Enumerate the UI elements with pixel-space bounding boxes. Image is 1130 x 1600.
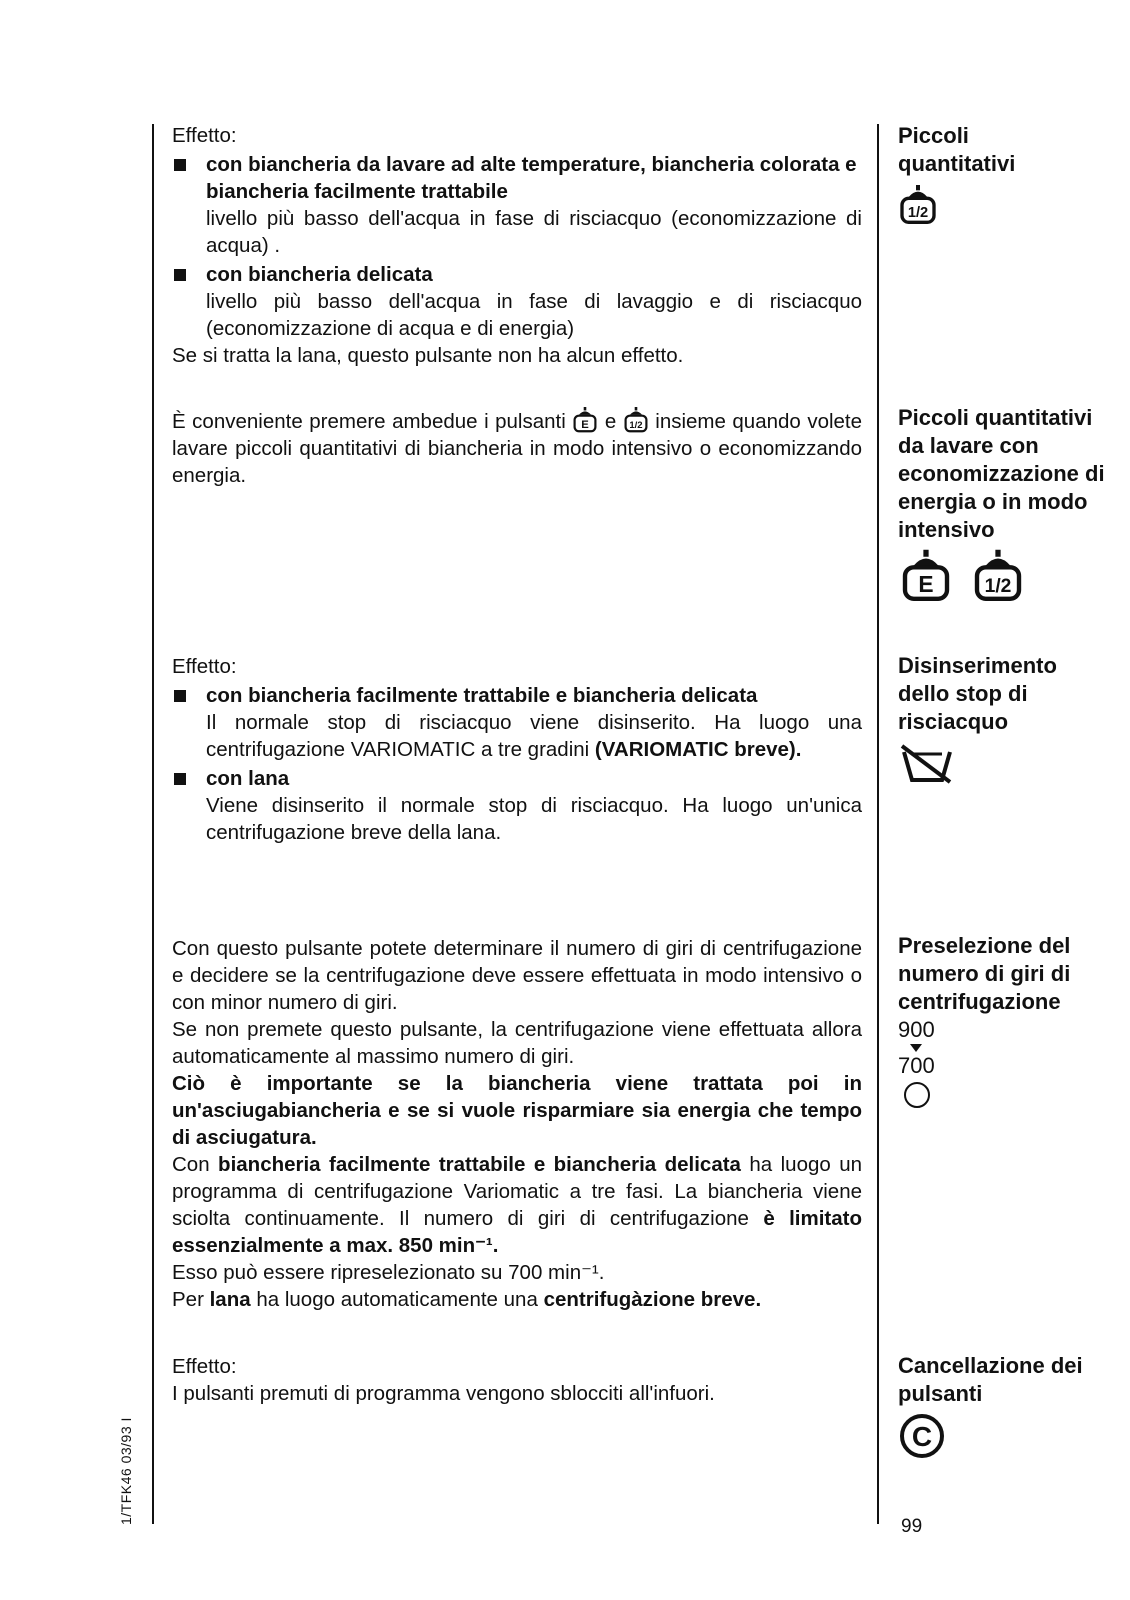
section-combined-buttons xyxy=(172,406,862,489)
list-item xyxy=(172,765,862,846)
effect-intro: Effetto: xyxy=(172,124,237,147)
bullet-heading: con lana xyxy=(206,767,290,790)
bullet-text: Viene disinserito il normale stop di risciacquo. Ha luogo un'unica centrifugazione breve della lana. xyxy=(206,794,862,844)
document-code: 1/TFK46 03/93 I xyxy=(118,1417,134,1525)
combined-text-end: insieme quando volete lavare piccoli quantitativi di biancheria in modo intensivo o economizzando energia. xyxy=(172,410,863,487)
sidebar-heading: Disinserimento dello stop di risciacquo xyxy=(898,653,1057,734)
page-number: 99 xyxy=(901,1516,923,1537)
svg-text:1/2: 1/2 xyxy=(907,205,929,221)
list-item xyxy=(172,151,862,259)
svg-text:E: E xyxy=(918,570,934,597)
paragraph: Se non premete questo pulsante, la centrifugazione viene effettuata allora automaticamente al massimo numero di giri. xyxy=(172,1018,862,1068)
section-cancel xyxy=(172,1353,862,1407)
paragraph: Per lana ha luogo automaticamente una centrifugàzione breve. xyxy=(172,1288,762,1311)
sidebar-divider-rule xyxy=(877,124,879,1524)
section-spin-speed xyxy=(172,935,862,1313)
bullet-text: livello più basso dell'acqua in fase di lavaggio e di risciacquo (economizzazione di acqua e di energia) xyxy=(206,290,862,340)
spin-speed-low: 700 xyxy=(898,1053,935,1078)
list-item xyxy=(172,261,862,342)
rinse-stop-disable-icon xyxy=(898,740,954,788)
half-load-icon xyxy=(970,548,1026,604)
bullet-square-icon xyxy=(174,773,186,785)
eco-button-icon xyxy=(572,406,598,434)
combined-text-and: e xyxy=(604,410,617,433)
bullet-heading: con biancheria delicata xyxy=(206,263,433,286)
paragraph: I pulsanti premuti di programma vengono sblocciti all'infuori. xyxy=(172,1382,715,1405)
spin-speed-values xyxy=(898,1018,1108,1110)
circle-button-icon xyxy=(902,1080,932,1110)
svg-text:1/2: 1/2 xyxy=(984,575,1012,597)
wool-note: Se si tratta la lana, questo pulsante non ha alcun effetto. xyxy=(172,344,684,367)
cancel-c-icon xyxy=(898,1412,946,1460)
section-small-loads xyxy=(172,122,862,369)
sidebar-heading: Cancellazione dei pulsanti xyxy=(898,1353,1083,1406)
important-paragraph: Ciò è importante se la biancheria viene trattata poi in un'asciugabiancheria e se si vuole risparmiare sia energia che tempo di asciugatura. xyxy=(172,1072,862,1149)
sidebar-heading: Piccoli quantitativi da lavare con economizzazione di energia o in modo intensivo xyxy=(898,405,1105,542)
paragraph: Con questo pulsante potete determinare il numero di giri di centrifugazione e decidere se la centrifugazione deve essere effettuata in modo intensivo o con minor numero di giri. xyxy=(172,937,862,1014)
bullet-square-icon xyxy=(174,269,186,281)
section-rinse-stop xyxy=(172,653,862,846)
sidebar-heading: Piccoli quantitativi xyxy=(898,123,1016,176)
combined-text-start: È conveniente premere ambedue i pulsanti xyxy=(172,410,566,433)
effect-intro: Effetto: xyxy=(172,655,237,678)
sidebar-heading: Preselezione del numero di giri di centrifugazione xyxy=(898,933,1071,1014)
sidebar-spin-speed xyxy=(898,932,1108,1110)
bullet-square-icon xyxy=(174,159,186,171)
list-item xyxy=(172,682,862,763)
sidebar-cancel xyxy=(898,1352,1108,1460)
spin-speed-high: 900 xyxy=(898,1017,935,1042)
half-load-button-icon xyxy=(623,406,649,434)
effect-intro: Effetto: xyxy=(172,1355,237,1378)
svg-text:C: C xyxy=(911,1421,933,1452)
bullet-text: livello più basso dell'acqua in fase di risciacquo (economizzazione di acqua) . xyxy=(206,207,862,257)
bullet-text: Il normale stop di risciacquo viene disinserito. Ha luogo una centrifugazione VARIOMATIC a tre gradini (VARIOMATIC breve). xyxy=(206,711,862,761)
svg-text:E: E xyxy=(581,418,590,431)
sidebar-rinse-stop xyxy=(898,652,1073,788)
paragraph: Esso può essere ripreselezionato su 700 min⁻¹. xyxy=(172,1261,605,1284)
sidebar-small-loads xyxy=(898,122,1078,228)
bullet-heading: con biancheria da lavare ad alte temperature, biancheria colorata e biancheria facilmente trattabile xyxy=(206,153,857,203)
svg-text:1/2: 1/2 xyxy=(629,419,643,431)
paragraph: Con biancheria facilmente trattabile e biancheria delicata ha luogo un programma di centrifugazione Variomatic a tre fasi. La biancheria viene sciolta continuamente. Il numero di giri di centrifugazione è limitato essenzialmente a max. 850 min⁻¹. xyxy=(172,1153,863,1257)
eco-icon xyxy=(898,548,954,604)
half-load-icon xyxy=(898,182,938,228)
bullet-square-icon xyxy=(174,690,186,702)
sidebar-small-loads-eco xyxy=(898,404,1108,604)
left-margin-rule xyxy=(152,124,154,1524)
bullet-heading: con biancheria facilmente trattabile e biancheria delicata xyxy=(206,684,758,707)
